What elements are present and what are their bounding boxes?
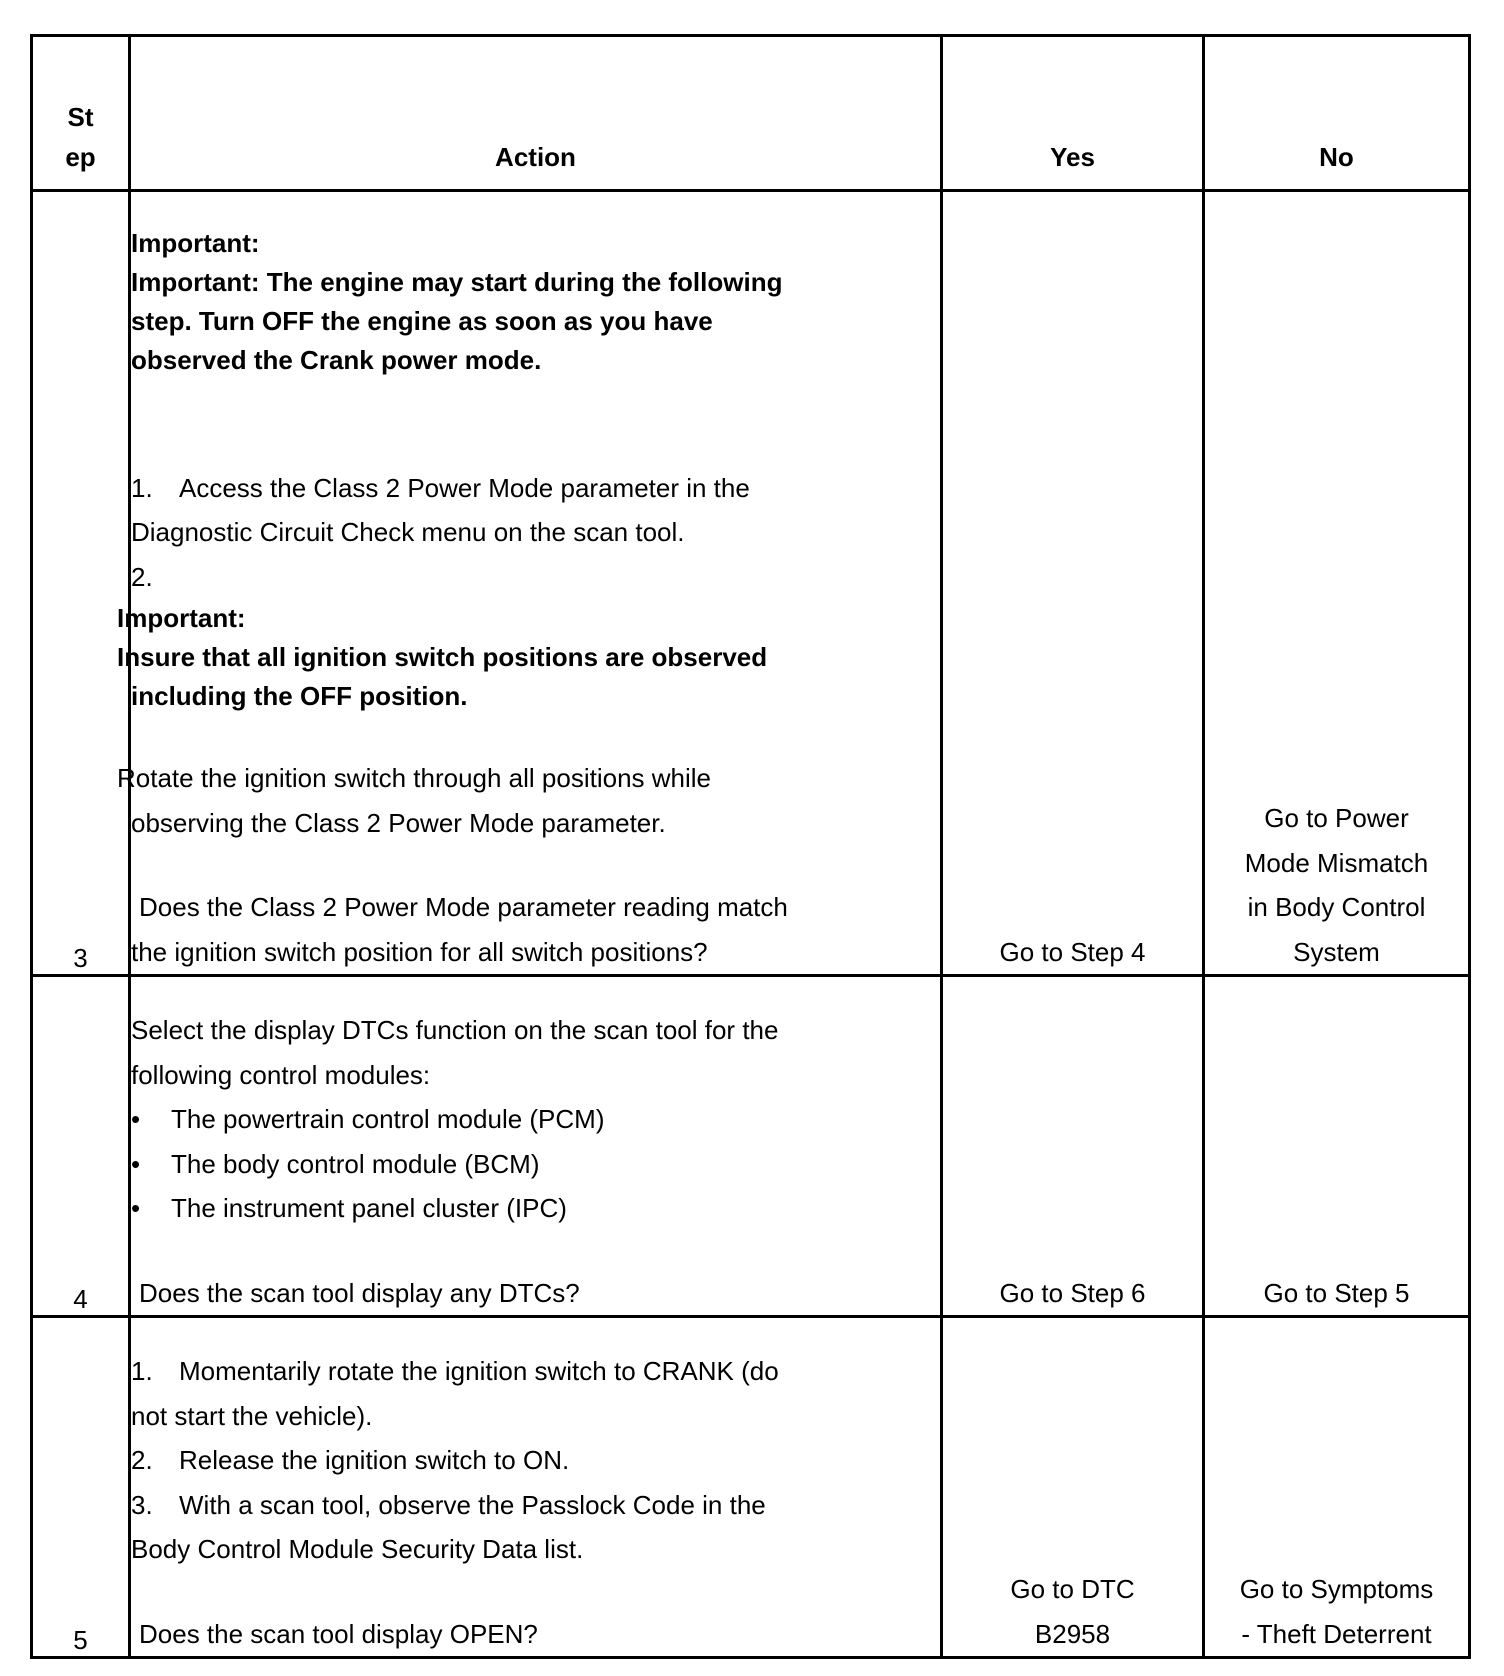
question-line: Does the Class 2 Power Mode parameter reading match [139, 892, 788, 922]
item-text: Access the Class 2 Power Mode parameter in the [179, 472, 750, 503]
instruction-line: Select the display DTCs function on the scan tool for the [131, 1015, 779, 1045]
item-text-continued: not start the vehicle). [131, 1400, 373, 1431]
action-cell [117, 191, 942, 976]
table-row-step-5 [32, 1317, 1470, 1658]
list-item [131, 466, 940, 511]
table-row-step-4 [32, 976, 1470, 1317]
list-item [131, 1483, 940, 1528]
header-action: Action [130, 36, 942, 191]
item-text-continued: Body Control Module Security Data list. [131, 1534, 584, 1564]
table-header-row [32, 36, 1470, 191]
list-item [131, 1142, 940, 1187]
yes-link: Go to Step 4 [999, 936, 1146, 967]
question-line: the ignition switch position for all switch positions? [131, 936, 708, 967]
no-cell [1204, 191, 1470, 976]
bullet-icon: • [131, 1104, 141, 1134]
no-cell [1204, 1317, 1470, 1658]
question-line: Does the scan tool display OPEN? [139, 1618, 538, 1649]
list-item [131, 1349, 940, 1394]
yes-cell [942, 976, 1204, 1317]
item-text: Momentarily rotate the ignition switch to CRANK (do [179, 1356, 779, 1386]
no-link: Go to Step 5 [1263, 1277, 1410, 1308]
item-text: Release the ignition switch to ON. [179, 1445, 570, 1475]
list-item [131, 1438, 940, 1483]
no-line: Go to Power [1264, 803, 1409, 833]
diagnostic-table [30, 34, 1471, 1659]
no-line: Go to Symptoms [1239, 1574, 1434, 1604]
bullet-text: The powertrain control module (PCM) [171, 1104, 605, 1134]
no-line: in Body Control [1247, 892, 1426, 922]
step-number: 3 [32, 191, 130, 976]
list-item [131, 1097, 940, 1142]
yes-cell [942, 191, 1204, 976]
item-number: 2. [131, 561, 153, 592]
question-line: Does the scan tool display any DTCs? [139, 1277, 580, 1308]
instruction-line: observing the Class 2 Power Mode parameter. [131, 807, 666, 838]
no-cell [1204, 976, 1470, 1317]
important-label: Important: [131, 227, 260, 258]
important-text-line: including the OFF position. [131, 681, 468, 711]
bullet-icon: • [131, 1193, 141, 1223]
important-text-line: step. Turn OFF the engine as soon as you have [131, 305, 713, 336]
item-text-continued: Diagnostic Circuit Check menu on the scan tool. [131, 517, 685, 547]
important-text-line: Insure that all ignition switch positions are observed [117, 642, 768, 672]
yes-link: Go to Step 6 [999, 1277, 1146, 1308]
no-line: System [1293, 936, 1380, 967]
action-cell [130, 1317, 942, 1658]
header-yes: Yes [942, 36, 1204, 191]
important-text-line: Important: The engine may start during the following [131, 266, 783, 297]
bullet-icon: • [131, 1148, 141, 1179]
yes-line: Go to DTC [1010, 1574, 1135, 1604]
instruction-line: Rotate the ignition switch through all positions while [117, 763, 712, 793]
no-line: - Theft Deterrent [1241, 1618, 1432, 1649]
yes-cell [942, 1317, 1204, 1658]
no-line: Mode Mismatch [1244, 847, 1429, 878]
important-label: Important: [117, 603, 246, 633]
item-number: 1. [131, 472, 153, 503]
header-step: St ep [32, 36, 130, 191]
important-text-line: observed the Crank power mode. [131, 344, 542, 375]
item-text: With a scan tool, observe the Passlock Code in the [179, 1489, 766, 1520]
instruction-line: following control modules: [131, 1059, 431, 1090]
action-cell [130, 976, 942, 1317]
item-number: 1. [131, 1356, 153, 1386]
list-item [131, 1186, 940, 1231]
bullet-text: The instrument panel cluster (IPC) [171, 1193, 567, 1223]
step-number: 4 [32, 976, 130, 1317]
header-no: No [1204, 36, 1470, 191]
bullet-text: The body control module (BCM) [171, 1148, 540, 1179]
yes-line: B2958 [1034, 1618, 1111, 1649]
table-row-step-3 [32, 191, 1470, 976]
item-number: 2. [131, 1445, 153, 1475]
item-number: 3. [131, 1489, 153, 1520]
step-number: 5 [32, 1317, 130, 1658]
